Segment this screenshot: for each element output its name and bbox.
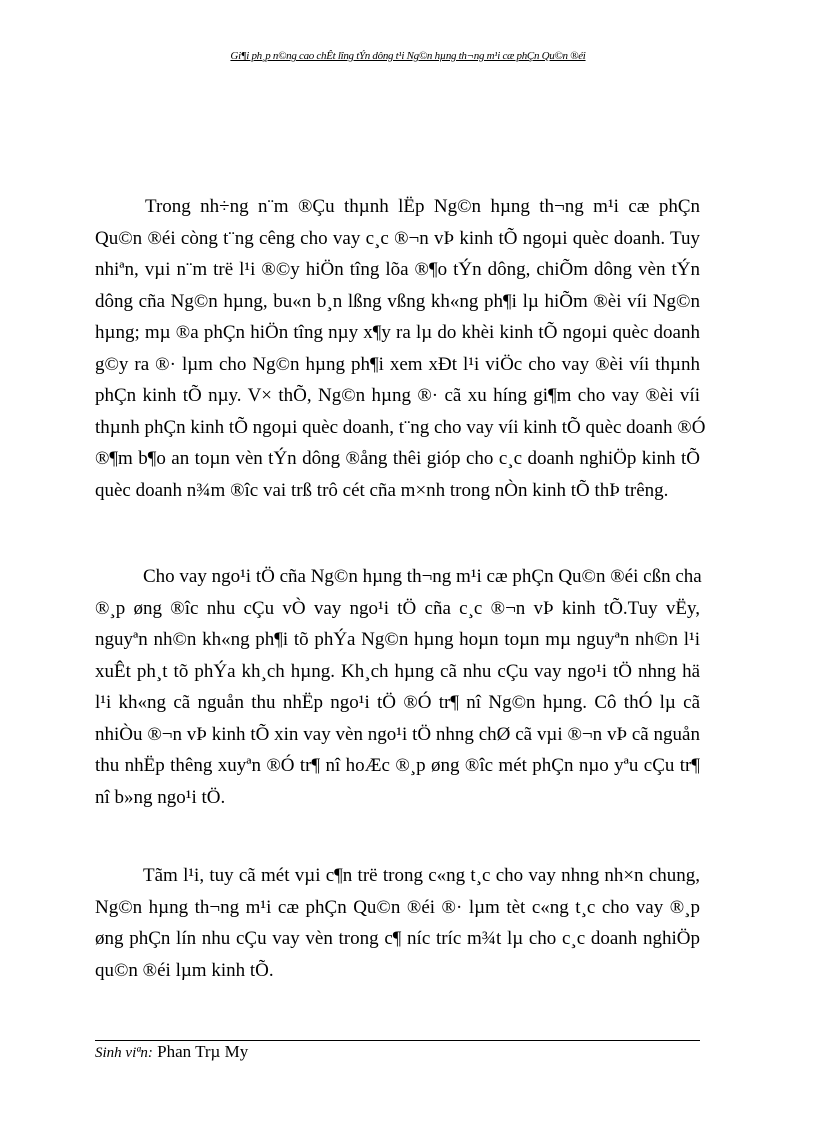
paragraph-1 bbox=[95, 191, 706, 506]
text-line: nî b»ng ngo¹i tÖ. bbox=[95, 786, 226, 808]
text-line: nhiªn, vµi n¨m trë l¹i ®©y hiÖn tîng lõa ®¶o tÝn dông, chiÕm dông vèn tÝn bbox=[95, 259, 700, 280]
text-line: dông cña Ng©n hµng, bu«n b¸n lßng vßng kh«ng ph¶i lµ hiÕm ®èi víi Ng©n bbox=[95, 290, 700, 312]
paragraph-2 bbox=[95, 561, 700, 813]
text-line: quèc doanh n¾m ®îc vai trß trô cét cña m×nh trong nÒn kinh tÕ thÞ trêng. bbox=[95, 479, 669, 501]
text-line: thu nhËp thêng xuyªn ®Ó tr¶ nî hoÆc ®¸p øng ®îc mét phÇn nµo yªu cÇu tr¶ bbox=[95, 755, 700, 776]
text-line: ®¶m b¶o an toµn vèn tÝn dông ®ång thêi gióp cho c¸c doanh nghiÖp kinh tÕ bbox=[95, 448, 700, 469]
text-line: Cho vay ngo¹i tÖ cña Ng©n hµng th¬ng m¹i cæ phÇn Qu©n ®éi cßn cha bbox=[143, 566, 702, 587]
footer-label: Sinh viªn: bbox=[95, 1045, 153, 1061]
student-name: Phan Trµ My bbox=[157, 1042, 249, 1061]
text-line: Ng©n hµng th¬ng m¹i cæ phÇn Qu©n ®éi ®· lµm tèt c«ng t¸c cho vay ®¸p bbox=[95, 896, 700, 918]
text-line: ®¸p øng ®îc nhu cÇu vÒ vay ngo¹i tÖ cña c¸c ®¬n vÞ kinh tÕ.Tuy vËy, bbox=[95, 597, 700, 619]
text-line: øng phÇn lín nhu cÇu vay vèn trong c¶ níc tríc m¾t lµ cho c¸c doanh nghiÖp bbox=[95, 928, 700, 949]
text-line: nhiÒu ®¬n vÞ kinh tÕ xin vay vèn ngo¹i tÖ nhng chØ cã vµi ®¬n vÞ cã nguån bbox=[95, 723, 700, 745]
text-line: phÇn kinh tÕ nµy. V× thÕ, Ng©n hµng ®· cã xu híng gi¶m cho vay ®èi víi bbox=[95, 385, 700, 406]
running-header: Gi¶i ph¸p n©ng cao chÊt lîng tÝn dông t¹i Ng©n hµng th¬ng m¹i cæ phÇn Qu©n ®éi bbox=[230, 50, 586, 62]
text-line: qu©n ®éi lµm kinh tÕ. bbox=[95, 959, 274, 981]
text-line: hµng; mµ ®a phÇn hiÖn tîng nµy x¶y ra lµ do khèi kinh tÕ ngoµi quèc doanh bbox=[95, 322, 700, 343]
text-line: Tãm l¹i, tuy cã mét vµi c¶n trë trong c«ng t¸c cho vay nhng nh×n chung, bbox=[143, 865, 700, 886]
text-line: thµnh phÇn kinh tÕ ngoµi quèc doanh, t¨ng cho vay víi kinh tÕ quèc doanh ®Ó bbox=[95, 416, 706, 438]
text-line: Trong nh÷ng n¨m ®Çu thµnh lËp Ng©n hµng th¬ng m¹i cæ phÇn bbox=[145, 196, 700, 217]
paragraph-3 bbox=[95, 860, 700, 986]
text-line: l¹i kh«ng cã nguån thu nhËp ngo¹i tÖ ®Ó tr¶ nî Ng©n hµng. Cô thÓ lµ cã bbox=[95, 692, 700, 713]
text-line: Qu©n ®éi còng t¨ng cêng cho vay c¸c ®¬n vÞ kinh tÕ ngoµi quèc doanh. Tuy bbox=[95, 227, 700, 249]
text-line: g©y ra ®· lµm cho Ng©n hµng ph¶i xem xÐt l¹i viÖc cho vay ®èi víi thµnh bbox=[95, 353, 700, 375]
page-footer bbox=[95, 1040, 248, 1065]
text-line: xuÊt ph¸t tõ phÝa kh¸ch hµng. Kh¸ch hµng cã nhu cÇu vay ngo¹i tÖ nhng hä bbox=[95, 660, 700, 682]
text-line: nguyªn nh©n kh«ng ph¶i tõ phÝa Ng©n hµng hoµn toµn mµ nguyªn nh©n l¹i bbox=[95, 629, 700, 650]
